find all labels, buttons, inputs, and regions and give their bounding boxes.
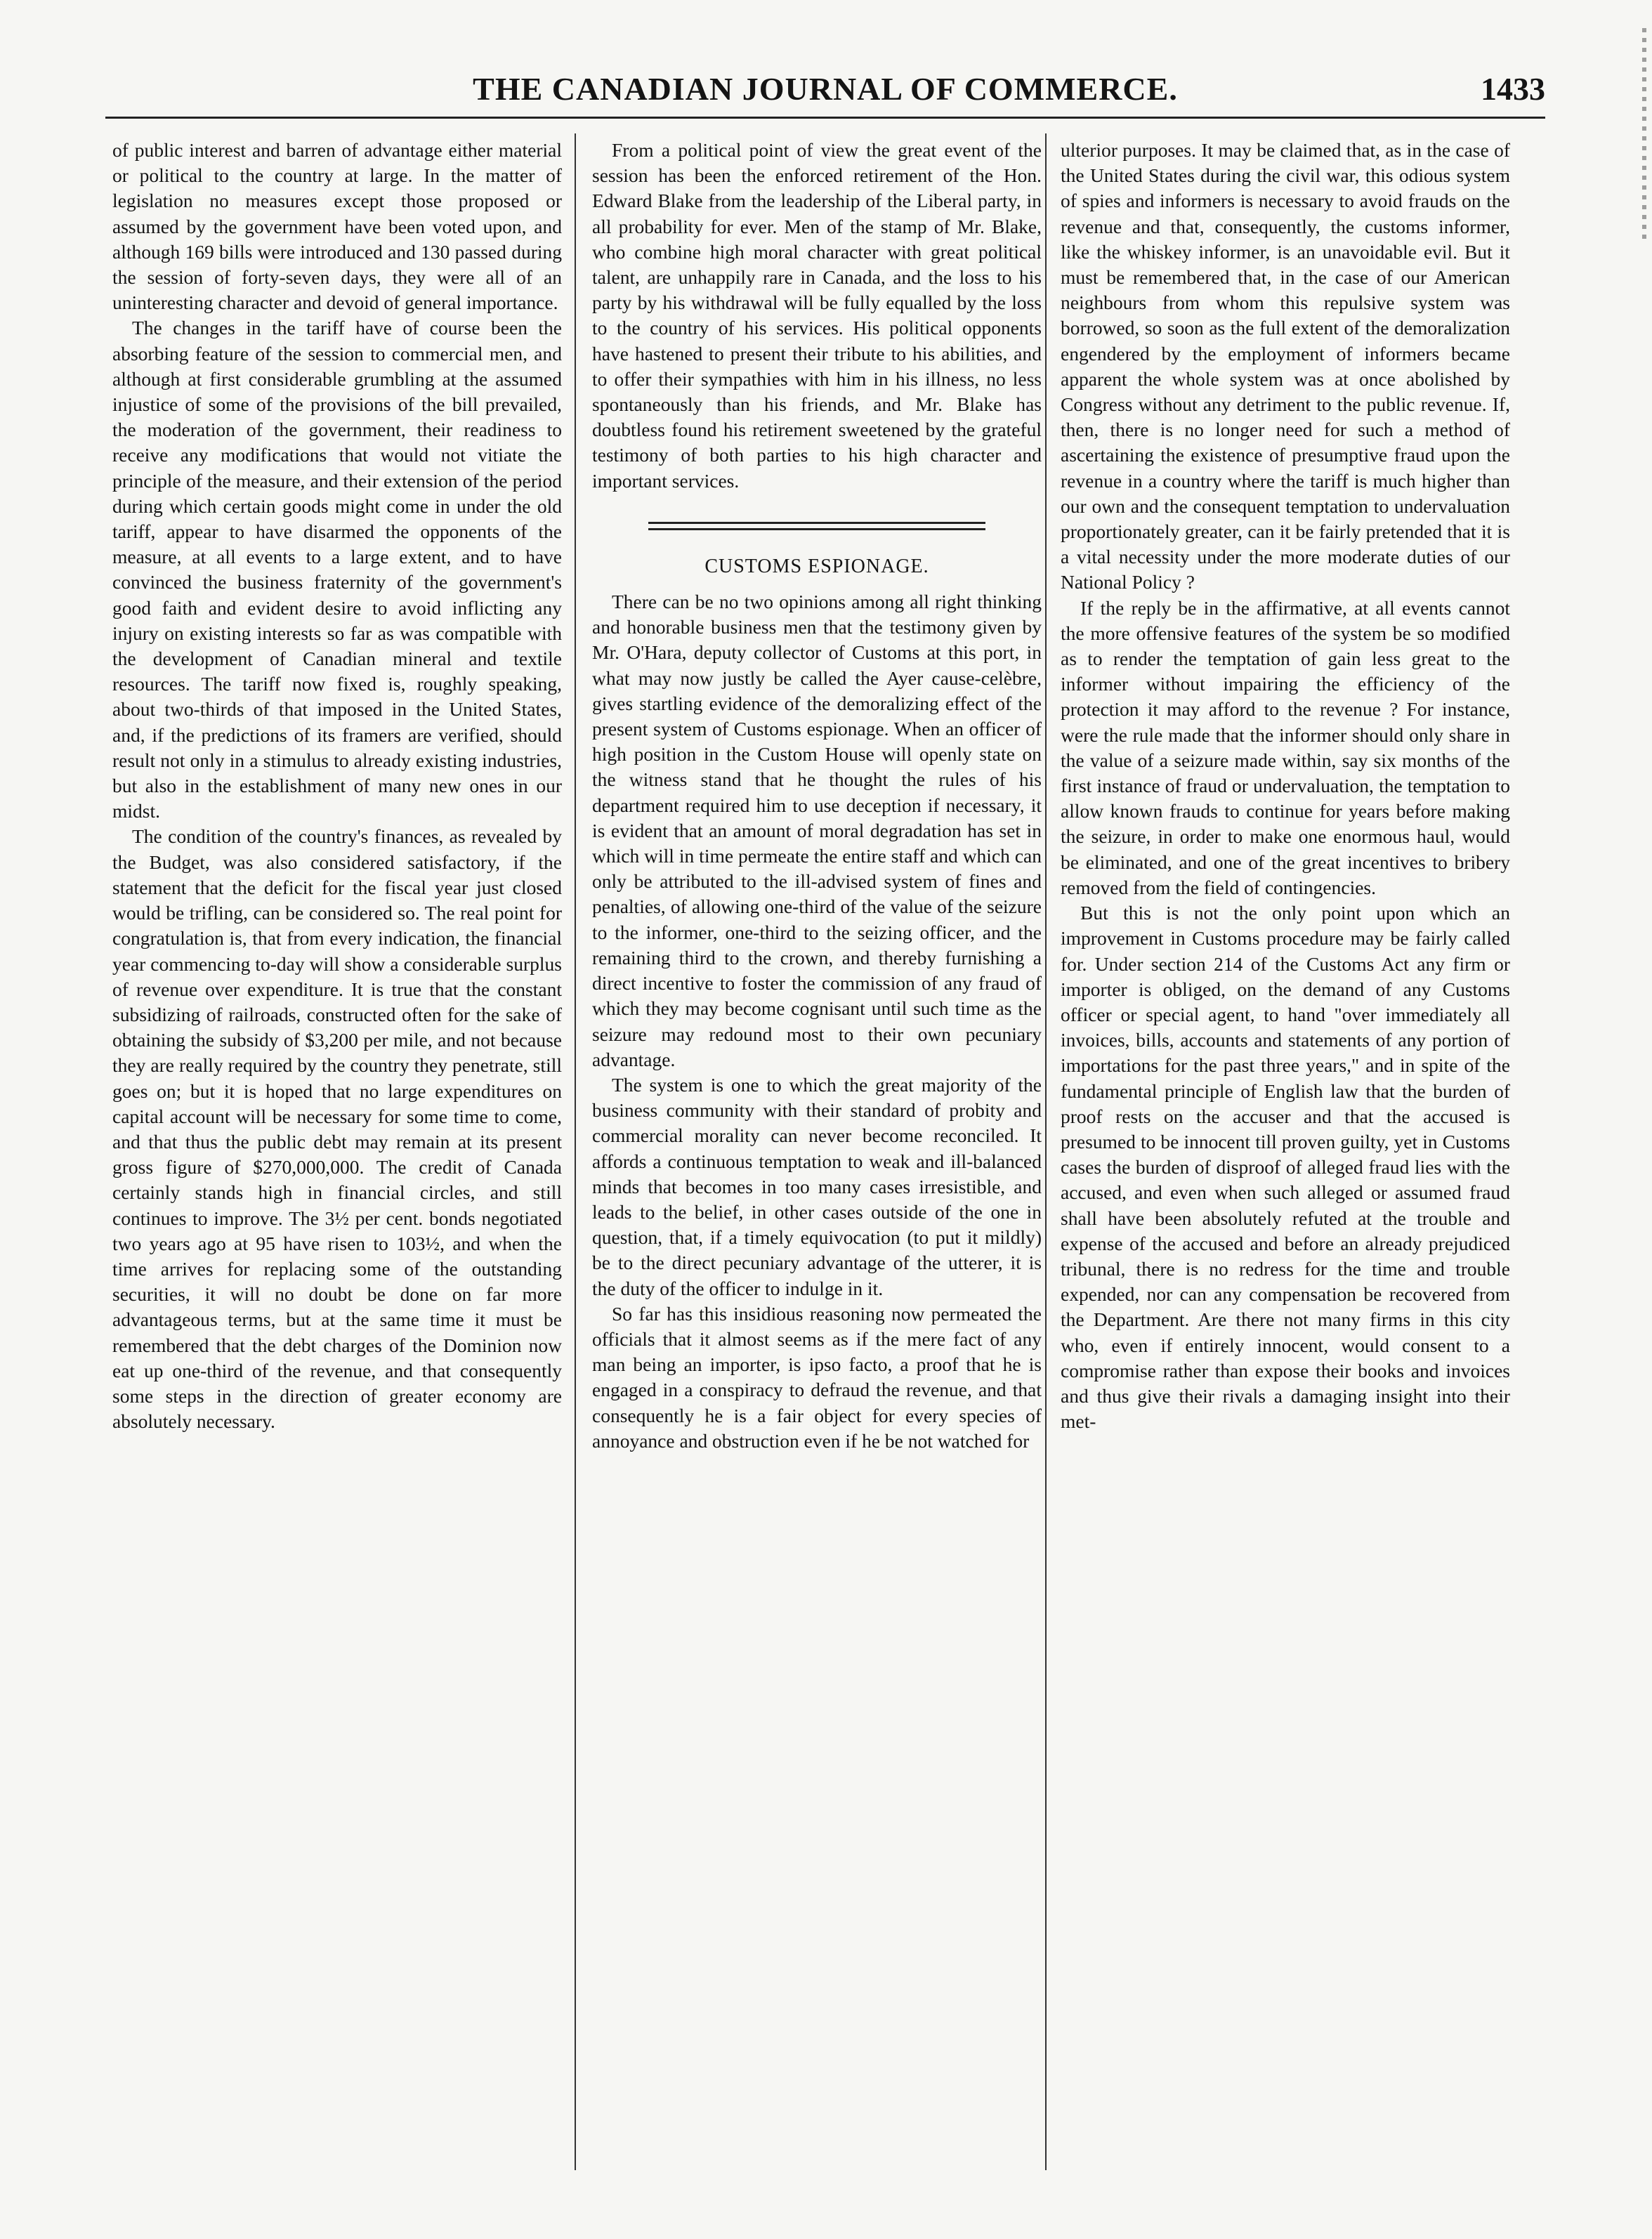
column-2 (592, 138, 1042, 1454)
paragraph: The condition of the country's finances, as revealed by the Budget, was also considered satisfactory, if the statement that the deficit for the fiscal year just closed would be trifling, can be considered so. The real point for congratulation is, that from every indication, the financial year commencing to-day will show a considerable surplus of revenue over expenditure. It is true that the constant subsidizing of railroads, constructed often for the sake of obtaining the subsidy of $3,200 per mile, and not because they are really required by the country they penetrate, still goes on; but it is hoped that no large expenditures on capital account will be necessary for some time to come, and that thus the public debt may remain at its present gross figure of $270,000,000. The credit of Canada certainly stands high in financial circles, and still continues to improve. The 3½ per cent. bonds negotiated two years ago at 95 have risen to 103½, and when the time arrives for replacing some of the outstanding securities, it will no doubt be done on far more advantageous terms, but at the same time it must be remembered that the debt charges of the Dominion now eat up one-third of the revenue, and that consequently some steps in the direction of greater economy are absolutely necessary. (112, 825, 562, 1433)
journal-title: THE CANADIAN JOURNAL OF COMMERCE. (473, 71, 1178, 107)
section-divider (648, 522, 985, 530)
page-number: 1433 (1481, 71, 1545, 107)
column-divider-2 (1045, 133, 1047, 2170)
paragraph: of public interest and barren of advantage either material or political to the country at large. In the matter of legislation no measures except those proposed or assumed by the government have been voted upon, and although 169 bills were introduced and 130 passed during the session of forty-seven days, they were all of an uninteresting character and devoid of general importance. (112, 139, 562, 314)
paragraph: But this is not the only point upon which an improvement in Customs procedure may be fairly called for. Under section 214 of the Customs Act any firm or importer is obliged, on the demand of any Customs officer or special agent, to hand "over immediately all invoices, bills, accounts and statements of any portion of importations for the past three years," and in spite of the fundamental principle of English law that the burden of proof rests on the accuser and that the accused is presumed to be innocent till proven guilty, yet in Customs cases the burden of disproof of alleged fraud lies with the accused, and even when such alleged or assumed fraud shall have been absolutely refuted at the trouble and expense of the accused and before an already prejudiced tribunal, there is no redress for the time and trouble expended, nor can any compensation be recovered from the Department. Are there not many firms in this city who, even if entirely innocent, would consent to a compromise rather than expose their books and invoices and thus give their rivals a damaging insight into their met- (1061, 902, 1510, 1433)
page-edge-marks (1642, 28, 1646, 239)
paragraph: There can be no two opinions among all right thinking and honorable business men that the testimony given by Mr. O'Hara, deputy collector of Customs at this port, in what may now justly be called the Ayer cause-celèbre, gives startling evidence of the demoralizing effect of the present system of Customs espionage. When an officer of high position in the Custom House will openly state on the witness stand that he thought the rules of his department required him to use deception if necessary, it is evident that an amount of moral degradation has set in which will in time permeate the entire staff and which can only be attributed to the ill-advised system of fines and penalties, of allowing one-third of the value of the seizure to the informer, one-third to the seizing officer, and the remaining third to the crown, and thereby furnishing a direct incentive to foster the commission of any fraud of which they may become cognisant until such time as the seizure may redound most to their own pecuniary advantage. (592, 591, 1042, 1070)
paragraph: The changes in the tariff have of course been the absorbing feature of the session to commercial men, and although at first considerable grumbling at the assumed injustice of some of the provisions of the bill prevailed, the moderation of the government, their readiness to receive any modifications that would not vitiate the principle of the measure, and their extension of the period during which certain goods might come in under the old tariff, appear to have disarmed the opponents of the measure, at all events to a large extent, and to have convinced the business fraternity of the government's good faith and evident desire to avoid inflicting any injury on existing interests so far as was compatible with the development of Canadian mineral and textile resources. The tariff now fixed is, roughly speaking, about two-thirds of that imposed in the United States, and, if the predictions of its framers are verified, should result not only in a stimulus to already existing industries, but also in the establishment of many new ones in our midst. (112, 317, 562, 822)
page-header (105, 70, 1545, 112)
paragraph: So far has this insidious reasoning now permeated the officials that it almost seems as if the mere fact of any man being an importer, is ipso facto, a proof that he is engaged in a conspiracy to defraud the revenue, and that consequently he is a fair object for every species of annoyance and obstruction even if he be not watched for (592, 1302, 1042, 1452)
section-title: CUSTOMS ESPIONAGE. (704, 555, 929, 577)
column-1 (112, 138, 562, 1434)
column-3 (1061, 138, 1510, 1434)
header-rule (105, 117, 1545, 119)
paragraph: The system is one to which the great majority of the business community with their standard of probity and commercial morality can never become reconciled. It affords a continuous temptation to weak and ill-balanced minds that becomes in too many cases irresistible, and leads to the belief, in other cases outside of the one in question, that, if a timely equivocation (to put it mildly) be to the direct pecuniary advantage of the utterer, it is the duty of the officer to indulge in it. (592, 1073, 1042, 1299)
paragraph: From a political point of view the great event of the session has been the enforced retirement of the Hon. Edward Blake from the leadership of the Liberal party, in all probability for ever. Men of the stamp of Mr. Blake, who combine high moral character with great political talent, are unhappily rare in Canada, and the loss to his party by his withdrawal will be fully equalled by the loss to the country of his services. His political opponents have hastened to present their tribute to his abilities, and to offer their sympathies with him in his illness, no less spontaneously than his friends, and Mr. Blake has doubtless found his retirement sweetened by the grateful testimony of both parties to his high character and important services. (592, 139, 1042, 492)
column-divider-1 (575, 133, 576, 2170)
paragraph: ulterior purposes. It may be claimed that, as in the case of the United States during the civil war, this odious system of spies and informers is necessary to avoid frauds on the revenue and that, consequently, the customs informer, like the whiskey informer, is an unavoidable evil. But it must be remembered that, in the case of our American neighbours from whom this repulsive system was borrowed, so soon as the full extent of the demoralization engendered by the employment of informers became apparent the whole system was at once abolished by Congress without any detriment to the public revenue. If, then, there is no longer need for such a method of ascertaining the existence of presumptive fraud upon the revenue in a country where the tariff is much higher than our own and the consequent temptation to undervaluation proportionately greater, can it be fairly pretended that it is a vital necessity under the more moderate duties of our National Policy ? (1061, 139, 1510, 593)
paragraph: If the reply be in the affirmative, at all events cannot the more offensive features of the system be so modified as to render the temptation of gain less great to the informer without impairing the efficiency of the protection it may afford to the revenue ? For instance, were the rule made that the informer should only share in the value of a seizure made within, say six months of the first instance of fraud or undervaluation, the temptation to allow known frauds to continue for years before making the seizure, in order to make one enormous haul, would be eliminated, and one of the great incentives to bribery removed from the field of contingencies. (1061, 596, 1510, 898)
